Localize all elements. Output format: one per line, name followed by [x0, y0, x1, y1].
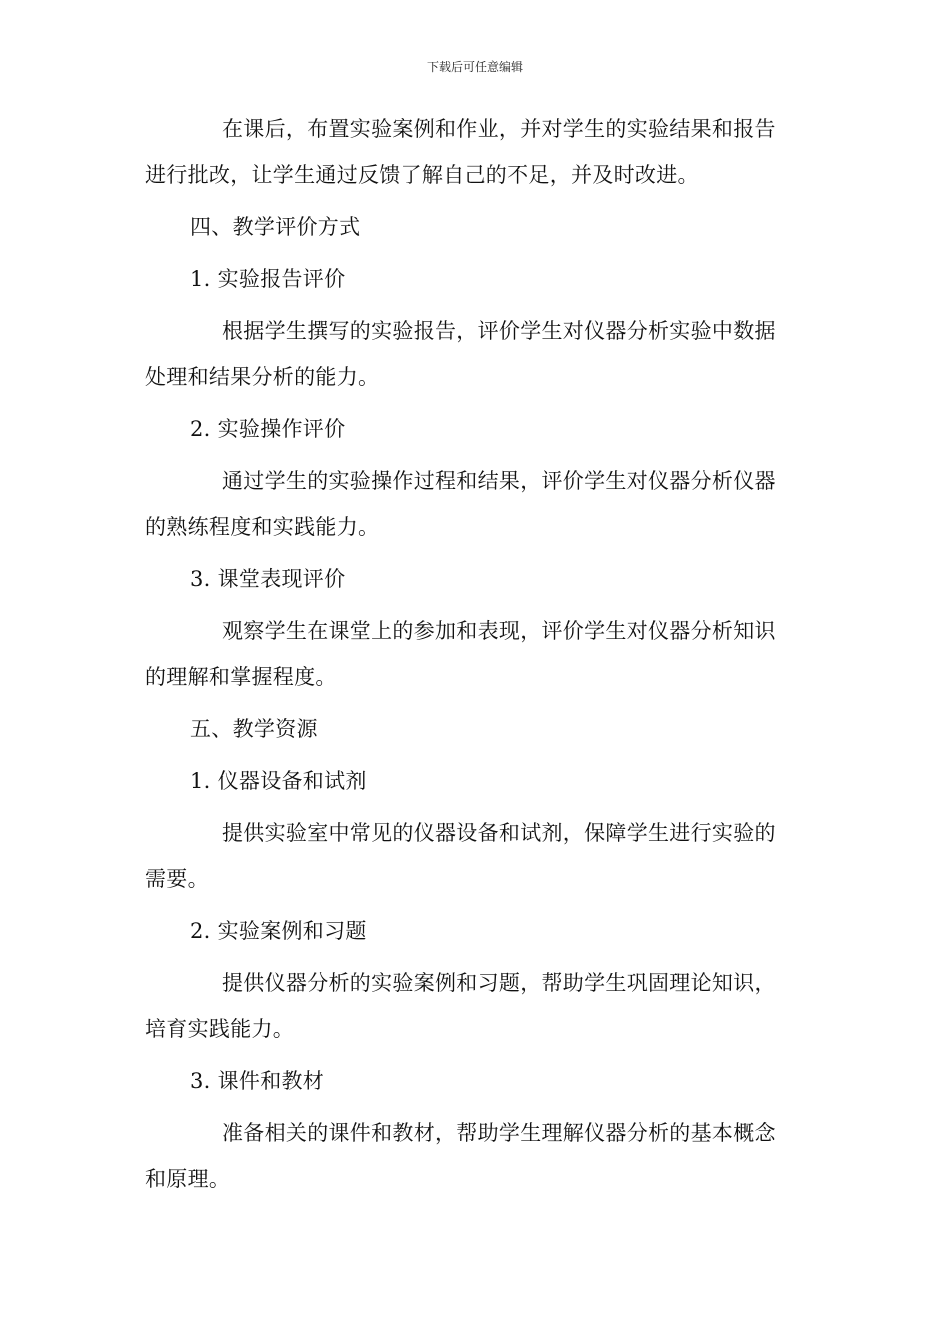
paragraph-line: 进行批改，让学生通过反馈了解自己的不足，并及时改进。: [145, 163, 699, 187]
subsection-heading: 1. 仪器设备和试剂: [190, 769, 367, 793]
paragraph-line: 培育实践能力。: [145, 1017, 295, 1041]
paragraph-line: 提供仪器分析的实验案例和习题，帮助学生巩固理论知识，: [222, 971, 776, 995]
paragraph-line: 处理和结果分析的能力。: [145, 365, 380, 389]
subsection-heading: 1. 实验报告评价: [190, 267, 346, 291]
paragraph-line: 提供实验室中常见的仪器设备和试剂，保障学生进行实验的: [222, 821, 776, 845]
subsection-heading: 2. 实验操作评价: [190, 417, 346, 441]
section-heading: 五、教学资源: [190, 717, 318, 741]
paragraph-line: 在课后，布置实验案例和作业，并对学生的实验结果和报告: [222, 117, 776, 141]
section-heading: 四、教学评价方式: [190, 215, 361, 239]
subsection-heading: 2. 实验案例和习题: [190, 919, 367, 943]
paragraph-line: 的理解和掌握程度。: [145, 665, 337, 689]
subsection-heading: 3. 课件和教材: [190, 1069, 325, 1093]
paragraph-line: 和原理。: [145, 1167, 231, 1191]
paragraph-line: 需要。: [145, 867, 209, 891]
paragraph-line: 的熟练程度和实践能力。: [145, 515, 380, 539]
paragraph-line: 准备相关的课件和教材，帮助学生理解仪器分析的基本概念: [222, 1121, 776, 1145]
page-header: 下载后可任意编辑: [426, 60, 523, 74]
paragraph-line: 观察学生在课堂上的参加和表现，评价学生对仪器分析知识: [222, 619, 776, 643]
paragraph-line: 根据学生撰写的实验报告，评价学生对仪器分析实验中数据: [222, 319, 776, 343]
paragraph-line: 通过学生的实验操作过程和结果，评价学生对仪器分析仪器: [222, 469, 776, 493]
subsection-heading: 3. 课堂表现评价: [190, 567, 346, 591]
